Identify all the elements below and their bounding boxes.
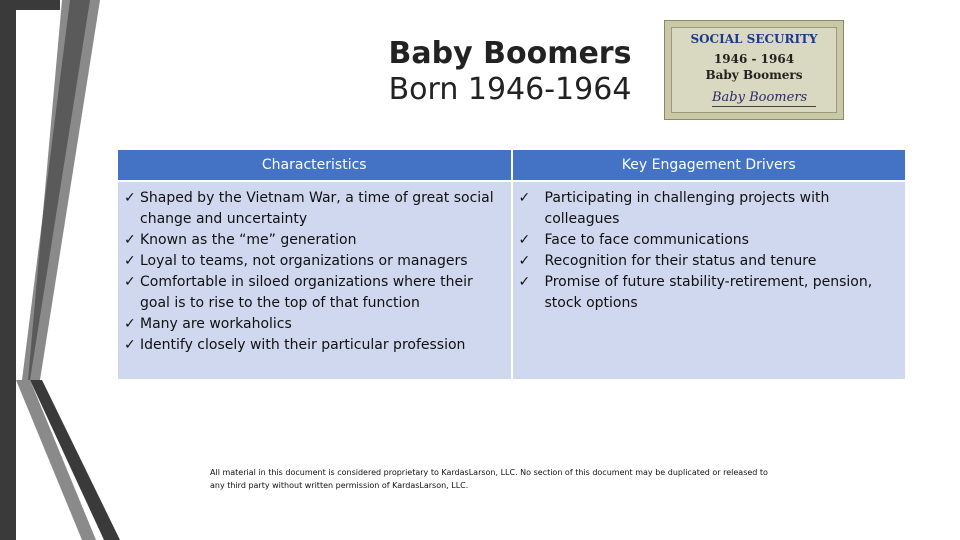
slide-subtitle: Born 1946-1964 bbox=[388, 72, 632, 107]
card-signature-line bbox=[712, 106, 816, 107]
check-icon: ✓ bbox=[124, 190, 136, 206]
driver-text: Promise of future stability-retirement, pension, stock options bbox=[544, 274, 873, 311]
list-item bbox=[124, 335, 503, 356]
card-years: 1946 - 1964 bbox=[713, 52, 795, 66]
characteristic-text: Many are workaholics bbox=[140, 316, 292, 332]
card-name: Baby Boomers bbox=[705, 68, 803, 82]
comparison-table bbox=[116, 148, 907, 381]
check-icon: ✓ bbox=[124, 337, 136, 353]
check-icon: ✓ bbox=[518, 274, 531, 290]
table-body-row bbox=[117, 181, 906, 380]
characteristic-text: Identify closely with their particular profession bbox=[140, 337, 466, 353]
characteristic-text: Loyal to teams, not organizations or managers bbox=[140, 253, 468, 269]
check-icon: ✓ bbox=[518, 253, 531, 269]
card-header: SOCIAL SECURITY bbox=[690, 32, 818, 46]
list-item bbox=[124, 272, 503, 314]
slide-title: Baby Boomers bbox=[388, 36, 632, 71]
check-icon: ✓ bbox=[124, 253, 136, 269]
column-header-characteristics: Characteristics bbox=[117, 149, 512, 181]
social-security-card-image bbox=[664, 20, 844, 120]
list-item bbox=[519, 251, 898, 272]
check-icon: ✓ bbox=[518, 232, 531, 248]
list-item bbox=[124, 314, 503, 335]
card-face bbox=[671, 27, 837, 113]
drivers-cell bbox=[512, 181, 907, 380]
driver-text: Face to face communications bbox=[544, 232, 749, 248]
table-header-row bbox=[117, 149, 906, 181]
proprietary-notice: All material in this document is considered proprietary to KardasLarson, LLC. No section of this document may be duplicated or released to any third party without written permission of KardasLarson, LLC. bbox=[210, 468, 768, 490]
card-signature: Baby Boomers bbox=[712, 90, 808, 105]
column-header-drivers: Key Engagement Drivers bbox=[512, 149, 907, 181]
list-item bbox=[124, 188, 503, 230]
check-icon: ✓ bbox=[124, 316, 136, 332]
drivers-list bbox=[519, 188, 898, 314]
driver-text: Recognition for their status and tenure bbox=[544, 253, 817, 269]
characteristics-list bbox=[124, 188, 503, 356]
characteristics-cell bbox=[117, 181, 512, 380]
list-item bbox=[519, 230, 898, 251]
driver-text: Participating in challenging projects with colleagues bbox=[544, 190, 830, 227]
list-item bbox=[124, 230, 503, 251]
characteristic-text: Comfortable in siloed organizations where their goal is to rise to the top of that function bbox=[140, 274, 473, 311]
title-block bbox=[340, 36, 680, 108]
check-icon: ✓ bbox=[518, 190, 531, 206]
characteristic-text: Known as the “me” generation bbox=[140, 232, 357, 248]
list-item bbox=[124, 251, 503, 272]
check-icon: ✓ bbox=[124, 274, 136, 290]
characteristic-text: Shaped by the Vietnam War, a time of great social change and uncertainty bbox=[140, 190, 494, 227]
list-item bbox=[519, 272, 898, 314]
check-icon: ✓ bbox=[124, 232, 136, 248]
list-item bbox=[519, 188, 898, 230]
